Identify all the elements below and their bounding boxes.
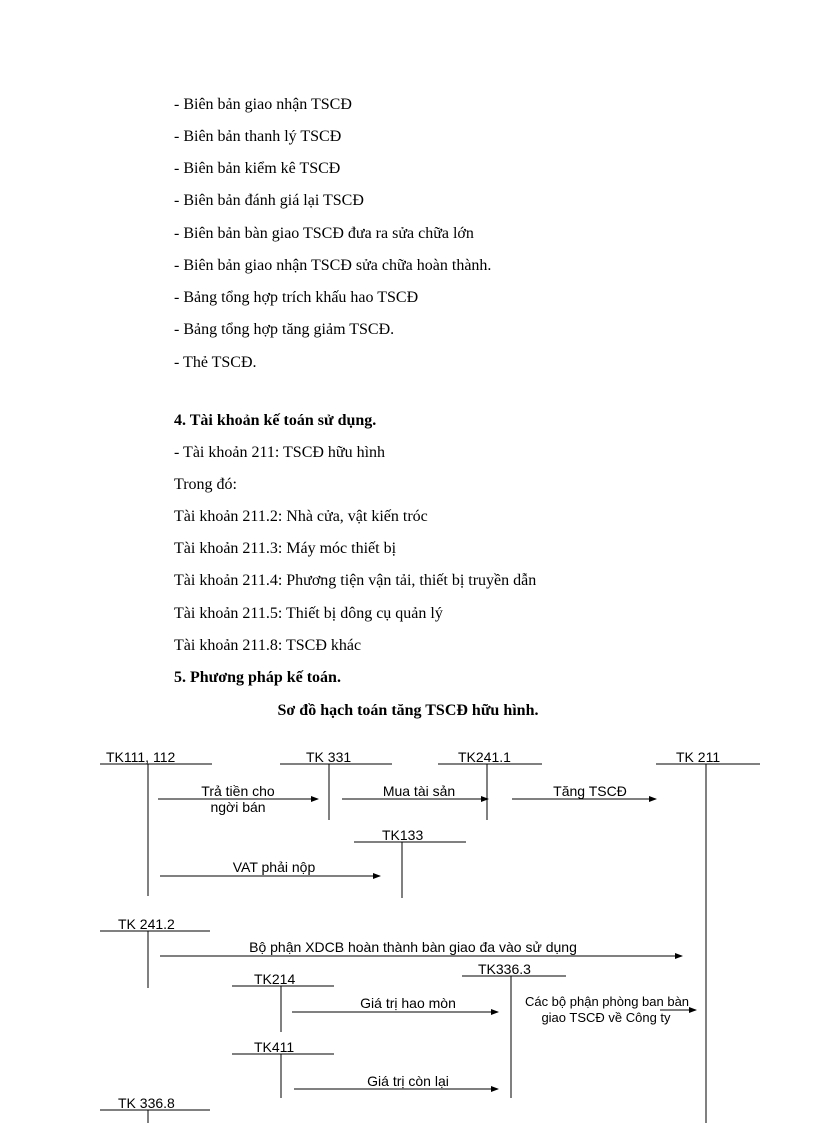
pay-seller-label: Trả tiền cho [201,783,275,799]
doc-line: - Biên bản thanh lý TSCĐ [174,128,342,145]
tk214-label: TK214 [254,971,296,987]
doc-line: - Biên bản giao nhận TSCĐ [174,96,352,113]
tk331-label: TK 331 [306,749,352,765]
doc-line: - Biên bản bàn giao TSCĐ đưa ra sửa chữa lớn [174,225,474,242]
tk2411-label: TK241.1 [458,749,511,765]
vat-label: VAT phải nộp [232,859,316,875]
increase-label: Tăng TSCĐ [553,783,627,799]
doc-line: - Thẻ TSCĐ. [174,354,257,371]
tk411-label: TK411 [254,1039,295,1055]
tk133-label: TK133 [382,827,424,843]
section-4-heading: 4. Tài khoản kế toán sử dụng. [174,412,377,429]
tk3363-label: TK336.3 [478,961,531,977]
doc-line: - Bảng tổng hợp trích khấu hao TSCĐ [174,289,419,306]
tk2412-label: TK 241.2 [118,916,175,932]
sub-account-line: Tài khoản 211.8: TSCĐ khác [174,637,362,654]
sub-account-line: Tài khoản 211.2: Nhà cửa, vật kiến tróc [174,508,428,525]
doc-line: - Biên bản đánh giá lại TSCĐ [174,192,364,209]
doc-line: - Biên bản giao nhận TSCĐ sửa chữa hoàn thành. [174,257,492,274]
xdcb-label: Bộ phận XDCB hoàn thành bàn giao đa vào sử dụng [249,939,577,955]
tk111-label: TK111, 112 [106,749,176,765]
doc-line: - Biên bản kiểm kê TSCĐ [174,160,341,177]
departments-label: Các bộ phận phòng ban bàn [524,994,690,1009]
tk3368-label: TK 336.8 [118,1095,175,1111]
sub-account-line: Tài khoản 211.3: Máy móc thiết bị [174,540,397,557]
sub-account-line: Tài khoản 211.4: Phương tiện vận tải, thiết bị truyền dẫn [174,572,537,589]
tk211-label: TK 211 [676,749,721,765]
departments-label-2: giao TSCĐ về Công ty [541,1010,671,1025]
sub-account-line: Tài khoản 211.5: Thiết bị dông cụ quản lý [174,605,443,622]
section-5-heading: 5. Phương pháp kế toán. [174,669,341,686]
remaining-label: Giá trị còn lại [367,1073,449,1089]
doc-line: - Bảng tổng hợp tăng giảm TSCĐ. [174,321,395,338]
intro-line: Trong đó: [174,476,237,493]
account-211-line: - Tài khoản 211: TSCĐ hữu hình [174,444,386,461]
depreciation-label: Giá trị hao mòn [360,995,456,1011]
buy-asset-label: Mua tài sản [382,783,456,799]
pay-seller-label-2: ngời bán [210,799,266,815]
diagram-title: Sơ đồ hạch toán tăng TSCĐ hữu hình. [277,702,539,719]
